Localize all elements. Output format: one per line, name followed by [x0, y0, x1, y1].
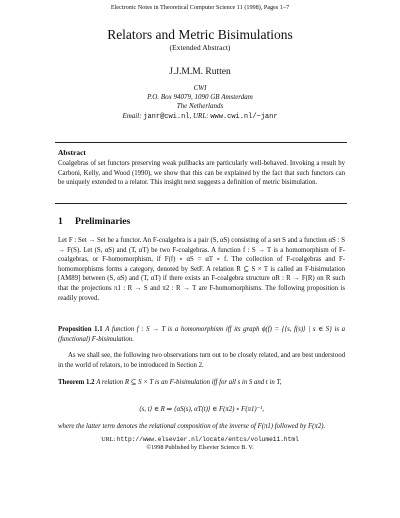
page-footer	[0, 436, 400, 452]
section-title: Preliminaries	[75, 216, 131, 227]
affiliation-org: CWI	[193, 84, 207, 92]
affiliation-block	[0, 84, 400, 122]
affiliation-country: The Netherlands	[176, 102, 224, 111]
footer-url-line	[0, 436, 400, 444]
section-number: 1	[58, 216, 63, 227]
footer-copyright: ©1998 Published by Elsevier Science B. V.	[146, 444, 254, 451]
proposition-label: Proposition 1.1	[58, 326, 103, 333]
theorem-1-2	[58, 378, 345, 388]
proposition-1-1	[58, 325, 345, 344]
proposition-text: A function f : S → T is a homomorphism iff its graph ϕ(f) = {⟨s, f(s)⟩ | s ∈ S} is a (functional) F-bisimulation.	[58, 326, 345, 343]
affiliation-contact	[0, 112, 400, 122]
email-label: Email:	[122, 111, 144, 120]
footer-url-label: URL:	[101, 436, 117, 443]
abstract-body: Coalgebras of set functors preserving weak pullbacks are particularly well-behaved. Invoking a result by Carboni, Kelly, and Wood (1990), we show that this can be explained by the fact that such functors can be uniquely extended to a relator. This insight next suggests a definition of metric bisimulation.	[58, 160, 345, 187]
theorem-text: A relation R ⊆ S × T is an F-bisimulation iff for all s in S and t in T,	[96, 379, 282, 386]
abstract-top-rule	[55, 142, 347, 143]
abstract-bottom-rule	[55, 203, 347, 204]
paragraph-observations: As we shall see, the following two observations turn out to be closely related, and are best understood in the world of relators, to be introduced in Section 2.	[58, 352, 345, 369]
url-label: , URL:	[189, 111, 211, 120]
paragraph-preliminaries: Let F : Set → Set be a functor. An F-coalgebra is a pair (S, αS) consisting of a set S and a function αS : S → F(S). Let (S, αS) and (T, αT) be two F-coalgebras. A function f : S → T is a homomorphism of F-coalgebras, or F-homomorphism, if F(f) ∘ αS = αT ∘ f. The collection of F-coalgebras and F-homomorphisms forms a category, denoted by SetF. A relation R ⊆ S × T is called an F-bisimulation [AM89] between (S, αS) and (T, αT) if there exists an F-coalgebra structure αR : R → F(R) on R such that the projections π1 : R → S and π2 : R → T are F-homomorphisms. The following proposition is readily proved.	[58, 237, 345, 302]
theorem-continuation: where the latter term denotes the relational composition of the inverse of F(π1) followed by F(π2).	[58, 423, 326, 430]
email-link[interactable]: janr@cwi.nl	[143, 112, 190, 121]
section-heading	[58, 216, 130, 227]
affiliation-address: P.O. Box 94079, 1090 GB Amsterdam	[147, 93, 253, 102]
author-name: J.J.M.M. Rutten	[169, 67, 231, 77]
paper-title: Relators and Metric Bisimulations	[107, 27, 293, 42]
abstract-heading: Abstract	[58, 148, 86, 157]
footer-url-link[interactable]: http://www.elsevier.nl/locate/entcs/volume11.html	[116, 436, 299, 443]
paper-subtitle: (Extended Abstract)	[169, 43, 231, 52]
homepage-link[interactable]: www.cwi.nl/~janr	[210, 112, 278, 121]
display-formula: ⟨s, t⟩ ∈ R ⇒ ⟨αS(s), αT(t)⟩ ∈ F(π2) ∘ F(π1)⁻¹,	[139, 406, 264, 413]
theorem-label: Theorem 1.2	[58, 379, 95, 386]
running-head: Electronic Notes in Theoretical Computer Science 11 (1998), Pages 1–7	[110, 4, 290, 11]
